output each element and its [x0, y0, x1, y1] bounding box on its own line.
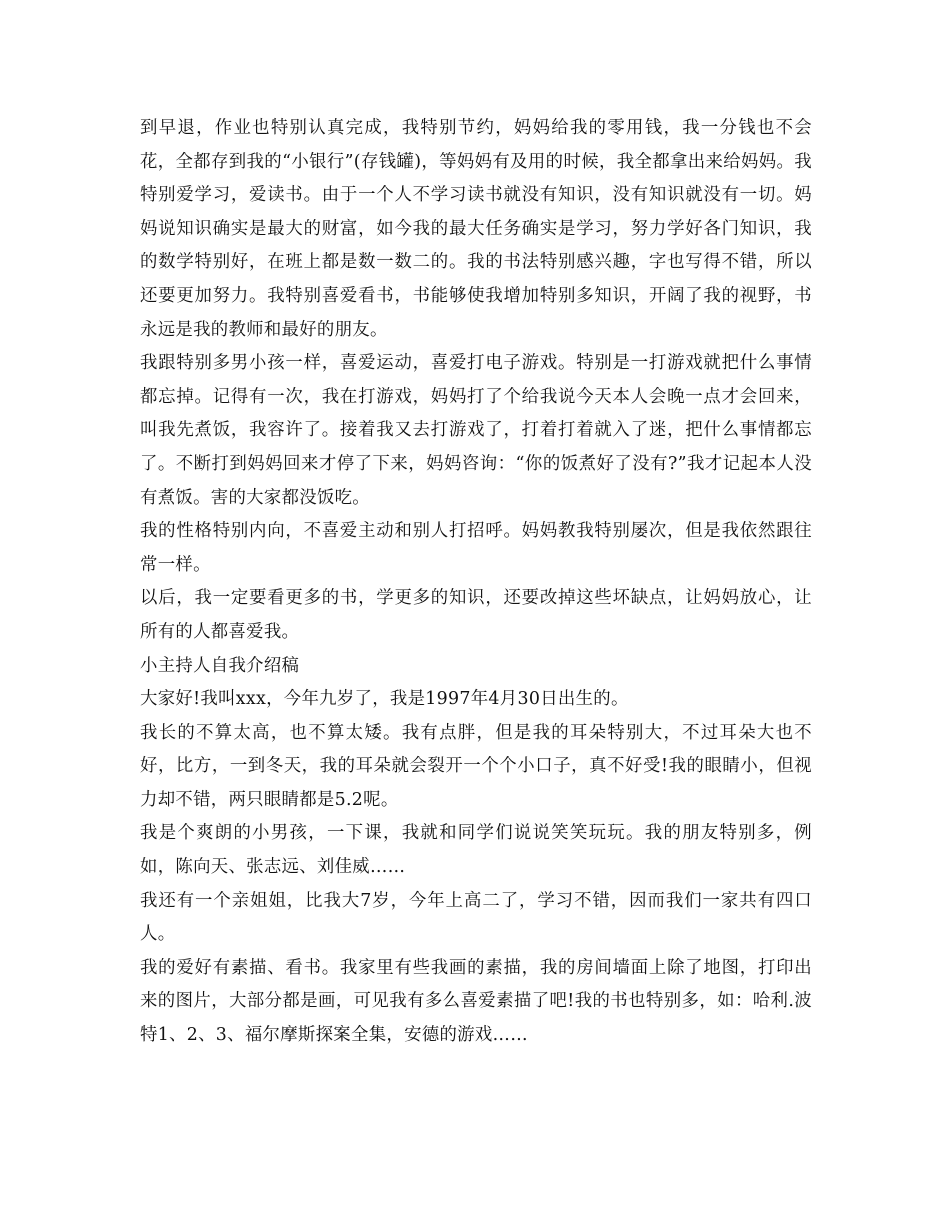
paragraph-family: 我还有一个亲姐姐，比我大7岁，今年上高二了，学习不错，因而我们一家共有四口人。 [140, 890, 812, 945]
paragraph-resolution: 以后，我一定要看更多的书，学更多的知识，还要改掉这些坏缺点，让妈妈放心，让所有的人都喜爱我。 [140, 588, 812, 642]
paragraph-hobbies: 我的爱好有素描、看书。我家里有些我画的素描，我的房间墙面上除了地图，打印出来的图片，大部分都是画，可见我有多么喜爱素描了吧!我的书也特别多，如：哈利.波特1、2、3、福尔摩斯探案全集，安德的游戏…… [140, 957, 812, 1046]
section-title: 小主持人自我介绍稿 [140, 655, 300, 676]
paragraph-friends: 我是个爽朗的小男孩，一下课，我就和同学们说说笑笑玩玩。我的朋友特别多，例如，陈向天、张志远、刘佳威…… [140, 823, 812, 878]
document-body [140, 112, 812, 1053]
paragraph-appearance: 我长的不算太高，也不算太矮。我有点胖，但是我的耳朵特别大，不过耳朵大也不好，比方，一到冬天，我的耳朵就会裂开一个个小口子，真不好受!我的眼睛小，但视力却不错，两只眼睛都是5.2呢。 [140, 722, 812, 810]
paragraph-diligence: 到早退，作业也特别认真完成，我特别节约，妈妈给我的零用钱，我一分钱也不会花，全都存到我的“小银行”(存钱罐)，等妈妈有及用的时候，我全都拿出来给妈妈。我特别爱学习，爱读书。由于一个人不学习读书就没有知识，没有知识就没有一切。妈妈说知识确实是最大的财富，如今我的最大任务确实是学习，努力学好各门知识，我的数学特别好，在班上都是数一数二的。我的书法特别感兴趣，字也写得不错，所以还要更加努力。我特别喜爱看书，书能够使我增加特别多知识，开阔了我的视野，书永远是我的教师和最好的朋友。 [140, 118, 812, 340]
paragraph-greeting: 大家好!我叫xxx，今年九岁了，我是1997年4月30日出生的。 [140, 689, 629, 710]
paragraph-personality: 我的性格特别内向，不喜爱主动和别人打招呼。妈妈教我特别屡次，但是我依然跟往常一样。 [140, 521, 812, 575]
paragraph-games: 我跟特别多男小孩一样，喜爱运动，喜爱打电子游戏。特别是一打游戏就把什么事情都忘掉。记得有一次，我在打游戏，妈妈打了个给我说今天本人会晚一点才会回来，叫我先煮饭，我容许了。接着我又去打游戏了，打着打着就入了迷，把什么事情都忘了。不断打到妈妈回来才停了下来，妈妈咨询：“你的饭煮好了没有?”我才记起本人没有煮饭。害的大家都没饭吃。 [140, 353, 812, 508]
